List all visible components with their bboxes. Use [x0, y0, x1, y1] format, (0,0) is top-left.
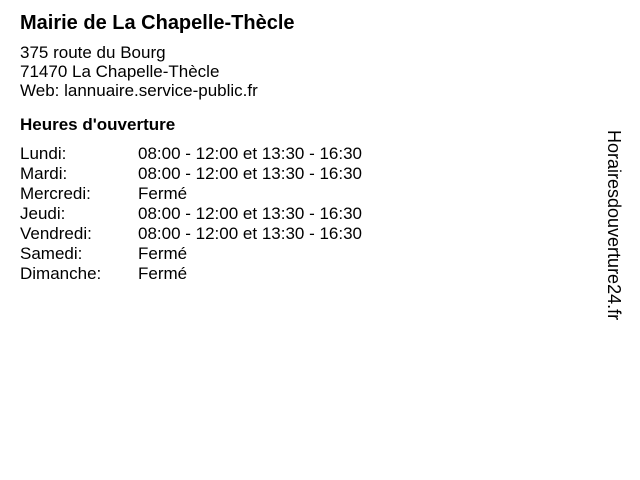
day-label: Samedi:	[20, 244, 83, 263]
day-label: Jeudi:	[20, 204, 66, 223]
day-label: Mardi:	[20, 164, 68, 183]
hours-row-wednesday	[20, 184, 580, 204]
day-label: Dimanche:	[20, 264, 102, 283]
day-hours: 08:00 - 12:00 et 13:30 - 16:30	[138, 224, 363, 243]
day-label: Vendredi:	[20, 224, 92, 243]
address-city: 71470 La Chapelle-Thècle	[20, 62, 220, 81]
day-hours: Fermé	[138, 184, 188, 203]
opening-hours-heading: Heures d'ouverture	[20, 115, 176, 134]
opening-hours-table	[20, 144, 580, 284]
hours-row-friday	[20, 224, 580, 244]
address-street: 375 route du Bourg	[20, 43, 166, 62]
place-card	[20, 10, 580, 284]
place-title: Mairie de La Chapelle-Thècle	[20, 12, 295, 34]
website-link[interactable]: Web: lannuaire.service-public.fr	[20, 81, 258, 100]
hours-row-monday	[20, 144, 580, 164]
day-hours: Fermé	[138, 244, 188, 263]
day-label: Mercredi:	[20, 184, 91, 203]
hours-row-saturday	[20, 244, 580, 264]
hours-row-sunday	[20, 264, 580, 284]
address-block	[20, 43, 580, 100]
hours-row-thursday	[20, 204, 580, 224]
hours-row-tuesday	[20, 164, 580, 184]
day-hours: Fermé	[138, 264, 188, 283]
day-hours: 08:00 - 12:00 et 13:30 - 16:30	[138, 144, 363, 163]
day-hours: 08:00 - 12:00 et 13:30 - 16:30	[138, 204, 363, 223]
site-watermark: Horairesdouverture24.fr	[604, 130, 624, 321]
day-label: Lundi:	[20, 144, 67, 163]
day-hours: 08:00 - 12:00 et 13:30 - 16:30	[138, 164, 363, 183]
